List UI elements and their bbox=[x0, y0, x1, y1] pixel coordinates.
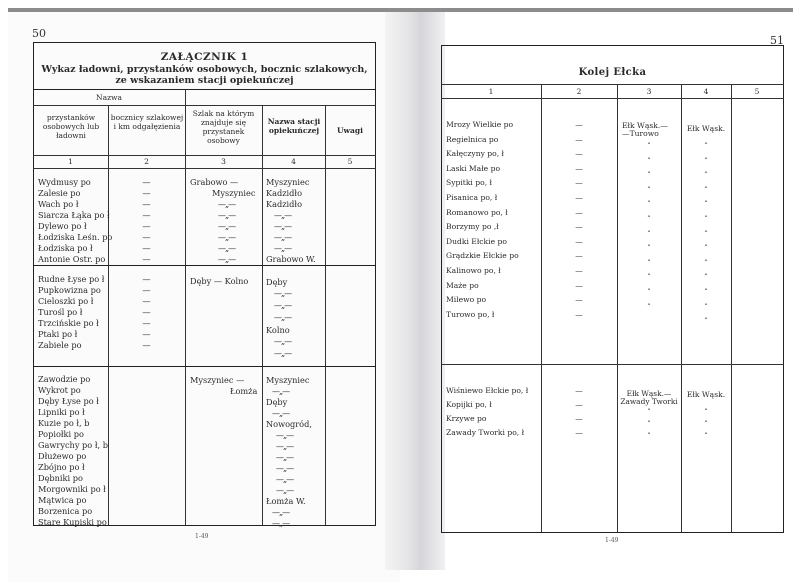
ditto: —„— bbox=[274, 222, 292, 231]
list-item: Zawady Tworki po, ł bbox=[446, 428, 525, 437]
list-item: Mrozy Wielkie po bbox=[446, 120, 514, 129]
route-line: —Turowo bbox=[622, 129, 659, 138]
ditto: „ bbox=[704, 313, 708, 321]
list-item: — bbox=[575, 178, 583, 188]
col-header-3: Szlak na którym znajduje się przystanek osobowy bbox=[192, 109, 255, 145]
list-item: — bbox=[142, 199, 151, 209]
list-item: Trzcińskie po ł bbox=[38, 318, 99, 328]
group-divider bbox=[33, 265, 376, 266]
ditto: „ bbox=[647, 404, 651, 411]
right-route-ditto-group1 bbox=[617, 135, 681, 310]
ditto: „ bbox=[704, 416, 708, 423]
list-item: Wydmusy po bbox=[38, 177, 91, 187]
ditto: „ bbox=[647, 428, 651, 435]
list-item: Cieloszki po ł bbox=[38, 296, 94, 306]
ditto: „ bbox=[647, 152, 651, 160]
list-item: — bbox=[575, 120, 583, 129]
list-item: Laski Małe po bbox=[446, 163, 501, 173]
list-item: Dudki Ełckie po bbox=[446, 236, 507, 246]
list-item: — bbox=[142, 254, 151, 264]
ditto: —„— bbox=[274, 244, 292, 253]
divider bbox=[441, 84, 784, 85]
group-divider bbox=[441, 364, 784, 365]
list-item: Popiołki po bbox=[38, 429, 84, 439]
list-item: Krzywe po bbox=[446, 414, 487, 423]
ditto: —„— bbox=[276, 475, 294, 484]
list-item: Borzymy po ,ł bbox=[446, 222, 499, 232]
col-header-1: przystanków osobowych lub ładowni bbox=[42, 113, 100, 140]
route-group3 bbox=[190, 375, 257, 397]
left-page-footer: 1-49 bbox=[195, 533, 209, 540]
ditto: —„— bbox=[218, 244, 236, 253]
list-item: — bbox=[575, 163, 583, 173]
col-number-5: 5 bbox=[347, 157, 353, 166]
ditto: —„— bbox=[274, 233, 292, 242]
ditto: —„— bbox=[274, 211, 292, 220]
ditto: —„— bbox=[272, 387, 290, 396]
route-line: Łomża bbox=[230, 386, 258, 396]
ditto: „ bbox=[704, 269, 708, 277]
list-item: — bbox=[142, 296, 151, 306]
list-item: Myszyniec bbox=[266, 375, 310, 385]
ditto: „ bbox=[704, 298, 708, 306]
route-line: Grabowo — bbox=[190, 177, 239, 187]
route-group2 bbox=[190, 276, 248, 287]
ditto: „ bbox=[704, 167, 708, 175]
list-item: Kuzie po ł, b bbox=[38, 418, 90, 428]
right-station-ditto-group1 bbox=[681, 135, 731, 325]
ditto: „ bbox=[704, 225, 708, 233]
list-item: Łodziska po ł bbox=[38, 243, 93, 253]
ditto: „ bbox=[704, 404, 708, 411]
list-item: Maże po bbox=[446, 280, 479, 290]
route-group1 bbox=[190, 177, 255, 265]
list-item: — bbox=[575, 251, 583, 261]
list-item: Zalesie po bbox=[38, 188, 81, 198]
right-stops-group2 bbox=[446, 384, 528, 440]
right-sidings-group1 bbox=[541, 118, 617, 322]
list-item: Nowogród, bbox=[266, 419, 312, 429]
list-item: — bbox=[142, 274, 151, 284]
list-item: Pisanica po, ł bbox=[446, 192, 498, 202]
col-divider bbox=[325, 105, 326, 525]
ditto: —„— bbox=[276, 431, 294, 440]
ditto: „ bbox=[647, 225, 651, 233]
sidings-list-group1 bbox=[108, 177, 185, 265]
col-divider bbox=[185, 89, 186, 525]
list-item: Grabowo W. bbox=[266, 254, 316, 264]
col-divider bbox=[731, 84, 732, 532]
list-item: — bbox=[142, 232, 151, 242]
ditto: —„— bbox=[274, 349, 292, 358]
route-line: Zawady Tworki bbox=[620, 397, 678, 406]
list-item: Rudne Łyse po ł bbox=[38, 274, 105, 284]
ditto: „ bbox=[647, 416, 651, 423]
route-line: Ełk Wąsk.— bbox=[626, 389, 672, 398]
list-item: Milewo po bbox=[446, 295, 487, 305]
ditto: —„— bbox=[218, 200, 236, 209]
ditto: —„— bbox=[274, 313, 292, 322]
list-item: Borzenica po bbox=[38, 506, 93, 516]
stops-list-group3 bbox=[38, 374, 108, 528]
list-item: — bbox=[575, 400, 583, 409]
list-item: Dęby bbox=[266, 397, 288, 407]
list-item: — bbox=[575, 414, 583, 423]
list-item: — bbox=[575, 309, 583, 319]
ditto: —„— bbox=[274, 289, 292, 298]
stations-group2 bbox=[266, 276, 291, 360]
list-item: — bbox=[142, 307, 151, 317]
list-item: — bbox=[575, 280, 583, 290]
ditto: „ bbox=[704, 196, 708, 204]
left-page-number: 50 bbox=[32, 27, 46, 40]
list-item: Sypitki po, ł bbox=[446, 178, 493, 188]
list-item: Mątwica po bbox=[38, 495, 87, 505]
col-number-1: 1 bbox=[68, 157, 73, 166]
ditto: „ bbox=[704, 254, 708, 262]
railway-title: Kolej Ełcka bbox=[578, 67, 647, 78]
list-item: Romanowo po, ł bbox=[446, 207, 508, 217]
list-item: Myszyniec bbox=[266, 177, 310, 187]
list-item: — bbox=[142, 340, 151, 350]
list-item: Zbójno po ł bbox=[38, 462, 85, 472]
ditto: „ bbox=[647, 254, 651, 262]
ditto: —„— bbox=[218, 233, 236, 242]
list-item: — bbox=[575, 236, 583, 246]
list-item: Siarcza Łąka po ł bbox=[38, 210, 110, 220]
ditto: „ bbox=[704, 152, 708, 160]
ditto: „ bbox=[647, 210, 651, 218]
ditto: „ bbox=[704, 138, 708, 145]
list-item: Antonie Ostr. po bbox=[38, 254, 106, 264]
list-item: Wach po ł bbox=[38, 199, 79, 209]
list-item: — bbox=[575, 207, 583, 217]
right-station-ditto-group2 bbox=[681, 402, 731, 438]
col-number-4: 4 bbox=[291, 157, 296, 166]
col-number-2: 2 bbox=[144, 157, 149, 166]
ditto: „ bbox=[647, 196, 651, 204]
list-item: — bbox=[142, 243, 151, 253]
route-line: Ełk Wąsk.— bbox=[622, 121, 668, 130]
right-sidings-group2 bbox=[541, 384, 617, 440]
list-item: Zabiele po bbox=[38, 340, 82, 350]
sidings-list-group2 bbox=[108, 274, 185, 351]
list-item: — bbox=[142, 210, 151, 220]
list-item: Wiśniewo Ełckie po, ł bbox=[446, 386, 529, 395]
ditto: —„— bbox=[218, 211, 236, 220]
list-item: Dębniki po bbox=[38, 473, 83, 483]
ditto: —„— bbox=[272, 519, 290, 528]
list-item: Dłużewo po bbox=[38, 451, 87, 461]
list-item: Dylewo po ł bbox=[38, 221, 87, 231]
ditto: „ bbox=[704, 428, 708, 435]
stops-list-group2 bbox=[38, 274, 104, 351]
ditto: „ bbox=[647, 283, 651, 291]
list-item: — bbox=[575, 192, 583, 202]
ditto: „ bbox=[647, 269, 651, 277]
col-number-1: 1 bbox=[488, 87, 494, 96]
ditto: „ bbox=[704, 240, 708, 248]
list-item: — bbox=[142, 177, 151, 187]
list-item: Kopijki po, ł bbox=[446, 400, 492, 409]
ditto: —„— bbox=[218, 222, 236, 231]
ditto: „ bbox=[704, 181, 708, 189]
list-item: Łodziska Leśn. po bbox=[38, 232, 113, 242]
route-line: Dęby — Kolno bbox=[190, 276, 249, 286]
col-header-4: Nazwa stacji opiekuńczej bbox=[267, 117, 321, 135]
col-header-2: bocznicy szlakowej i km odgałęzienia bbox=[110, 113, 184, 131]
ditto: —„— bbox=[274, 301, 292, 310]
list-item: Dęby bbox=[266, 277, 288, 287]
ditto: „ bbox=[647, 167, 651, 175]
ditto: —„— bbox=[276, 486, 294, 495]
right-route-ditto-group2 bbox=[617, 402, 681, 438]
list-item: — bbox=[575, 222, 583, 232]
annex-title: ZAŁĄCZNIK 1 bbox=[160, 51, 249, 63]
col-number-5: 5 bbox=[754, 87, 760, 96]
ditto: —„— bbox=[276, 464, 294, 473]
list-item: Grądzkie Ełckie po bbox=[446, 251, 519, 261]
list-item: Lipniki po ł bbox=[38, 407, 85, 417]
list-item: Pupkowizna po bbox=[38, 285, 101, 295]
list-item: Regielnica po bbox=[446, 134, 499, 144]
ditto: „ bbox=[647, 181, 651, 189]
ditto: „ bbox=[704, 210, 708, 218]
list-item: — bbox=[142, 285, 151, 295]
book-gutter bbox=[385, 10, 445, 570]
list-item: Kadzidło bbox=[266, 188, 302, 198]
annex-subtitle-line1: Wykaz ładowni, przystanków osobowych, bocznic szlakowych, bbox=[41, 64, 368, 75]
list-item: — bbox=[575, 134, 583, 144]
list-item: — bbox=[142, 188, 151, 198]
ditto: „ bbox=[647, 240, 651, 248]
stations-group1 bbox=[266, 177, 316, 265]
col-number-4: 4 bbox=[703, 87, 709, 96]
right-station-group1: Ełk Wąsk. bbox=[686, 124, 726, 133]
list-item: Morgowniki po ł bbox=[38, 484, 106, 494]
list-item: Łomża W. bbox=[266, 496, 306, 506]
route-line: Myszyniec — bbox=[190, 375, 245, 385]
list-item: — bbox=[142, 329, 151, 339]
list-item: Gawrychy po ł, b bbox=[38, 440, 108, 450]
col-header-5: Uwagi bbox=[337, 126, 363, 135]
scan-top-shadow bbox=[8, 8, 793, 12]
list-item: Kalinowo po, ł bbox=[446, 265, 501, 275]
divider bbox=[441, 98, 784, 99]
list-item: Kadzidło bbox=[266, 199, 302, 209]
right-page-footer: 1-49 bbox=[605, 537, 619, 544]
list-item: — bbox=[142, 221, 151, 231]
list-item: Kolno bbox=[266, 325, 290, 335]
col-divider bbox=[262, 105, 263, 525]
ditto: „ bbox=[647, 298, 651, 306]
divider bbox=[33, 89, 376, 90]
list-item: Ptaki po ł bbox=[38, 329, 78, 339]
group-header-nazwa: Nazwa bbox=[96, 93, 122, 102]
list-item: Zawodzie po bbox=[38, 374, 91, 384]
annex-subtitle-line2: ze wskazaniem stacji opiekuńczej bbox=[115, 75, 294, 86]
list-item: — bbox=[142, 318, 151, 328]
list-item: — bbox=[575, 149, 583, 159]
ditto: —„— bbox=[276, 453, 294, 462]
group-divider bbox=[33, 366, 376, 367]
ditto: —„— bbox=[218, 255, 236, 264]
right-stops-group1 bbox=[446, 118, 519, 322]
list-item: — bbox=[575, 295, 583, 305]
list-item: — bbox=[575, 386, 583, 395]
list-item: Turośl po ł bbox=[38, 307, 83, 317]
stations-group3 bbox=[266, 375, 312, 529]
col-number-3: 3 bbox=[646, 87, 652, 96]
ditto: —„— bbox=[276, 442, 294, 451]
route-line: Myszyniec bbox=[212, 188, 256, 198]
right-page-number: 51 bbox=[770, 34, 784, 47]
ditto: „ bbox=[647, 138, 651, 145]
ditto: —„— bbox=[272, 508, 290, 517]
stops-list-group1 bbox=[38, 177, 112, 265]
list-item: Kałęczyny po, ł bbox=[446, 149, 505, 159]
ditto: —„— bbox=[272, 409, 290, 418]
list-item: — bbox=[575, 428, 583, 437]
col-number-2: 2 bbox=[576, 87, 582, 96]
ditto: „ bbox=[704, 283, 708, 291]
ditto: —„— bbox=[274, 337, 292, 346]
list-item: Dęby Łyse po ł bbox=[38, 396, 99, 406]
list-item: Wykrot po bbox=[38, 385, 81, 395]
right-station-group2: Ełk Wąsk. bbox=[686, 390, 726, 399]
list-item: Stare Kupiski po bbox=[38, 517, 107, 527]
col-number-3: 3 bbox=[221, 157, 226, 166]
list-item: Turowo po, ł bbox=[446, 309, 495, 319]
list-item: — bbox=[575, 265, 583, 275]
